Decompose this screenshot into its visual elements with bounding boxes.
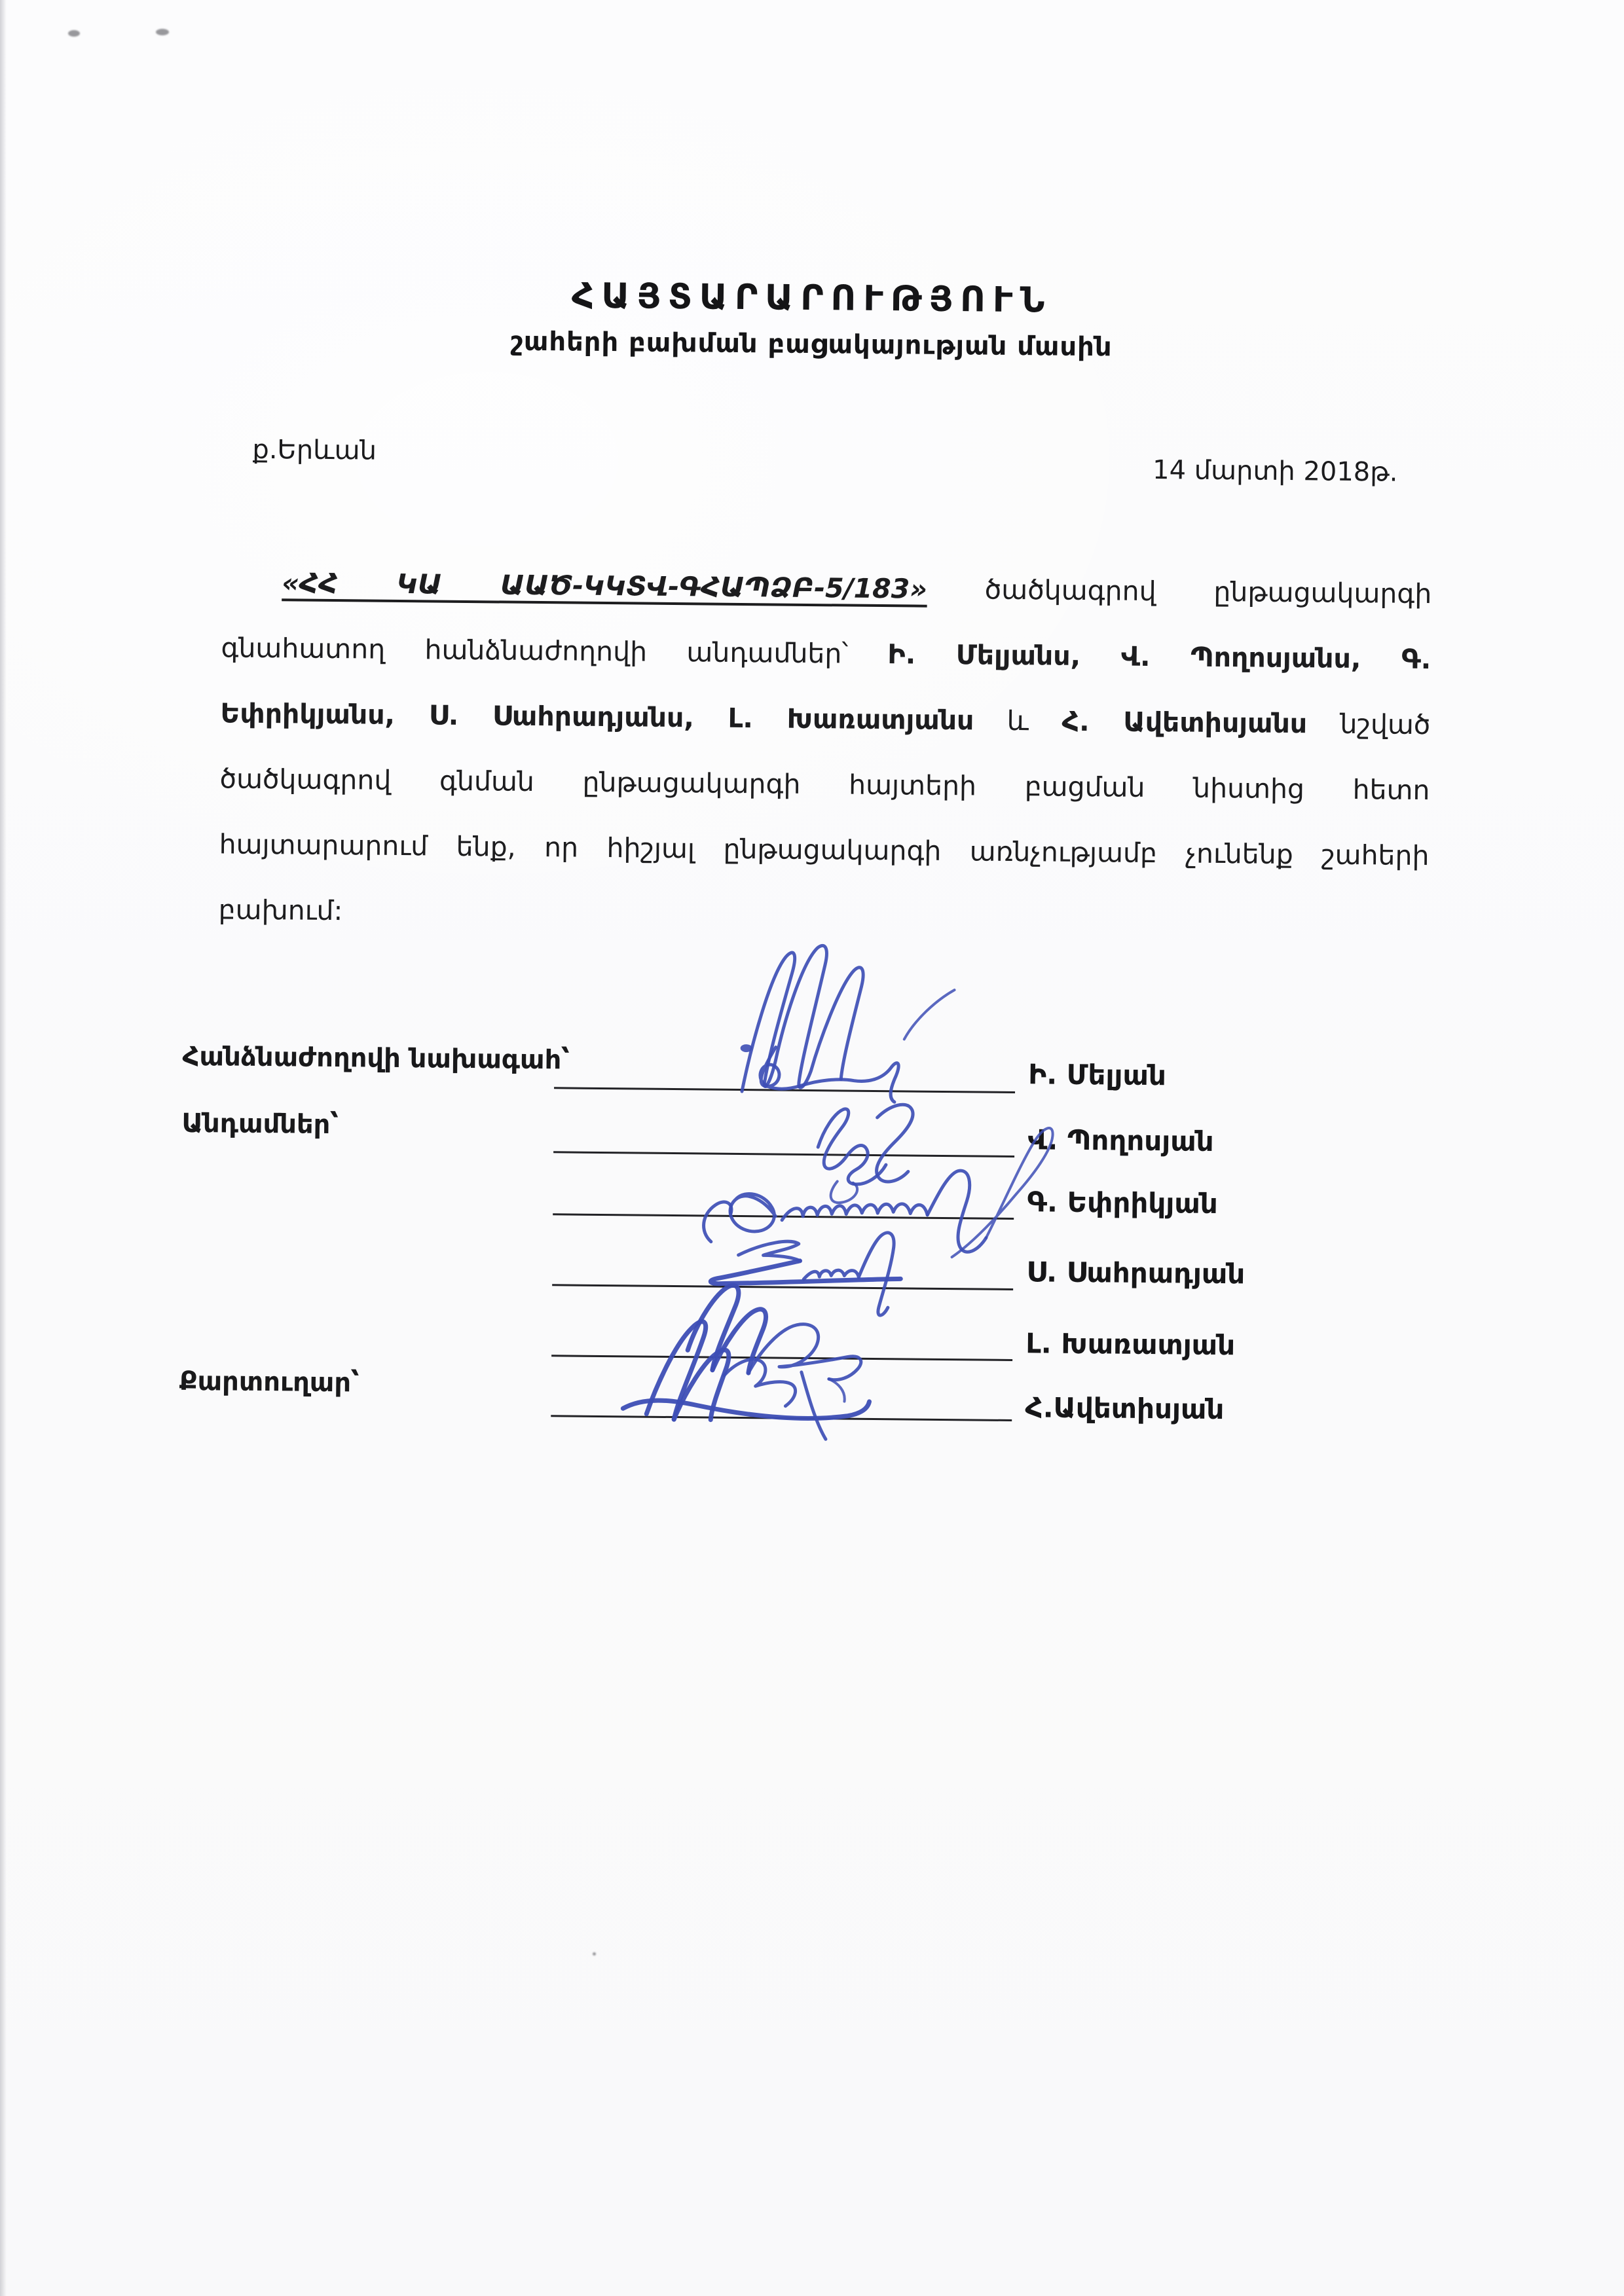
declaration-paragraph: [218, 549, 1432, 954]
paragraph-line: ծածկագրով գնման ընթացակարգի հայտերի բացման նիստից հետո: [219, 763, 1430, 807]
signer-name: Լ. Խառատյան: [1025, 1327, 1236, 1362]
paragraph-text: գնահատող հանձնաժողովի անդամներ՝: [221, 632, 888, 670]
paragraph-line: բախում:: [218, 894, 343, 927]
chairman-label: Հանձնաժողովի նախագահ՝: [182, 1041, 570, 1076]
paragraph-line: [220, 680, 1431, 757]
city-label: ք.Երևան: [252, 434, 377, 466]
signature-ink-5: [687, 1285, 861, 1402]
paragraph-text: ծածկագրով ընթացակարգի: [927, 573, 1432, 610]
signer-name: Գ. Եփրիկյան: [1027, 1186, 1218, 1220]
signature-line: [554, 1087, 1015, 1093]
signer-name: Ի. Մելյան: [1028, 1058, 1167, 1092]
member-names: Հ. Ավետիսյանս: [1061, 705, 1308, 740]
signature-line: [553, 1213, 1014, 1220]
signature-line: [552, 1284, 1013, 1290]
paragraph-text: նշված: [1306, 708, 1431, 741]
paragraph-line: [221, 615, 1431, 692]
member-names: Եփրիկյանս, Ս. Սահրադյանս, Լ. Խառատյանս: [220, 697, 974, 737]
members-label: Անդամներ՝: [181, 1108, 339, 1140]
signer-name: Հ.Ավետիսյան: [1025, 1391, 1225, 1426]
document-title: ՀԱՅՏԱՐԱՐՈՒԹՅՈՒՆ: [571, 276, 1052, 321]
document-subtitle: շահերի բախման բացակայության մասին: [510, 326, 1113, 363]
date-label: 14 մարտի 2018թ.: [1152, 455, 1398, 488]
signature-ink-6: [623, 1321, 870, 1440]
signer-name: Վ. Պողոսյան: [1027, 1123, 1214, 1157]
signature-ink-3: [703, 1125, 1053, 1258]
procurement-code: «ՀՀ ԿԱ ԱԱԾ-ԿԿՏՎ-ԳՀԱՊՁԲ-5/183»: [282, 567, 928, 605]
signature-ink-1: [740, 945, 955, 1102]
secretary-label: Քարտուղար՝: [179, 1366, 360, 1398]
signature-line: [551, 1355, 1012, 1361]
paragraph-line: հայտարարում ենք, որ հիշյալ ընթացակարգի առնչությամբ չունենք շահերի: [219, 828, 1430, 872]
paragraph-line: [221, 549, 1432, 627]
signature-line: [551, 1415, 1012, 1421]
member-names: Ի. Մելյանս, Վ. Պողոսյանս, Գ.: [887, 638, 1431, 676]
signer-name: Ս. Սահրադյան: [1026, 1256, 1246, 1290]
signature-line: [553, 1151, 1014, 1157]
signature-ink-4: [710, 1231, 901, 1315]
paragraph-text: և: [974, 704, 1062, 737]
